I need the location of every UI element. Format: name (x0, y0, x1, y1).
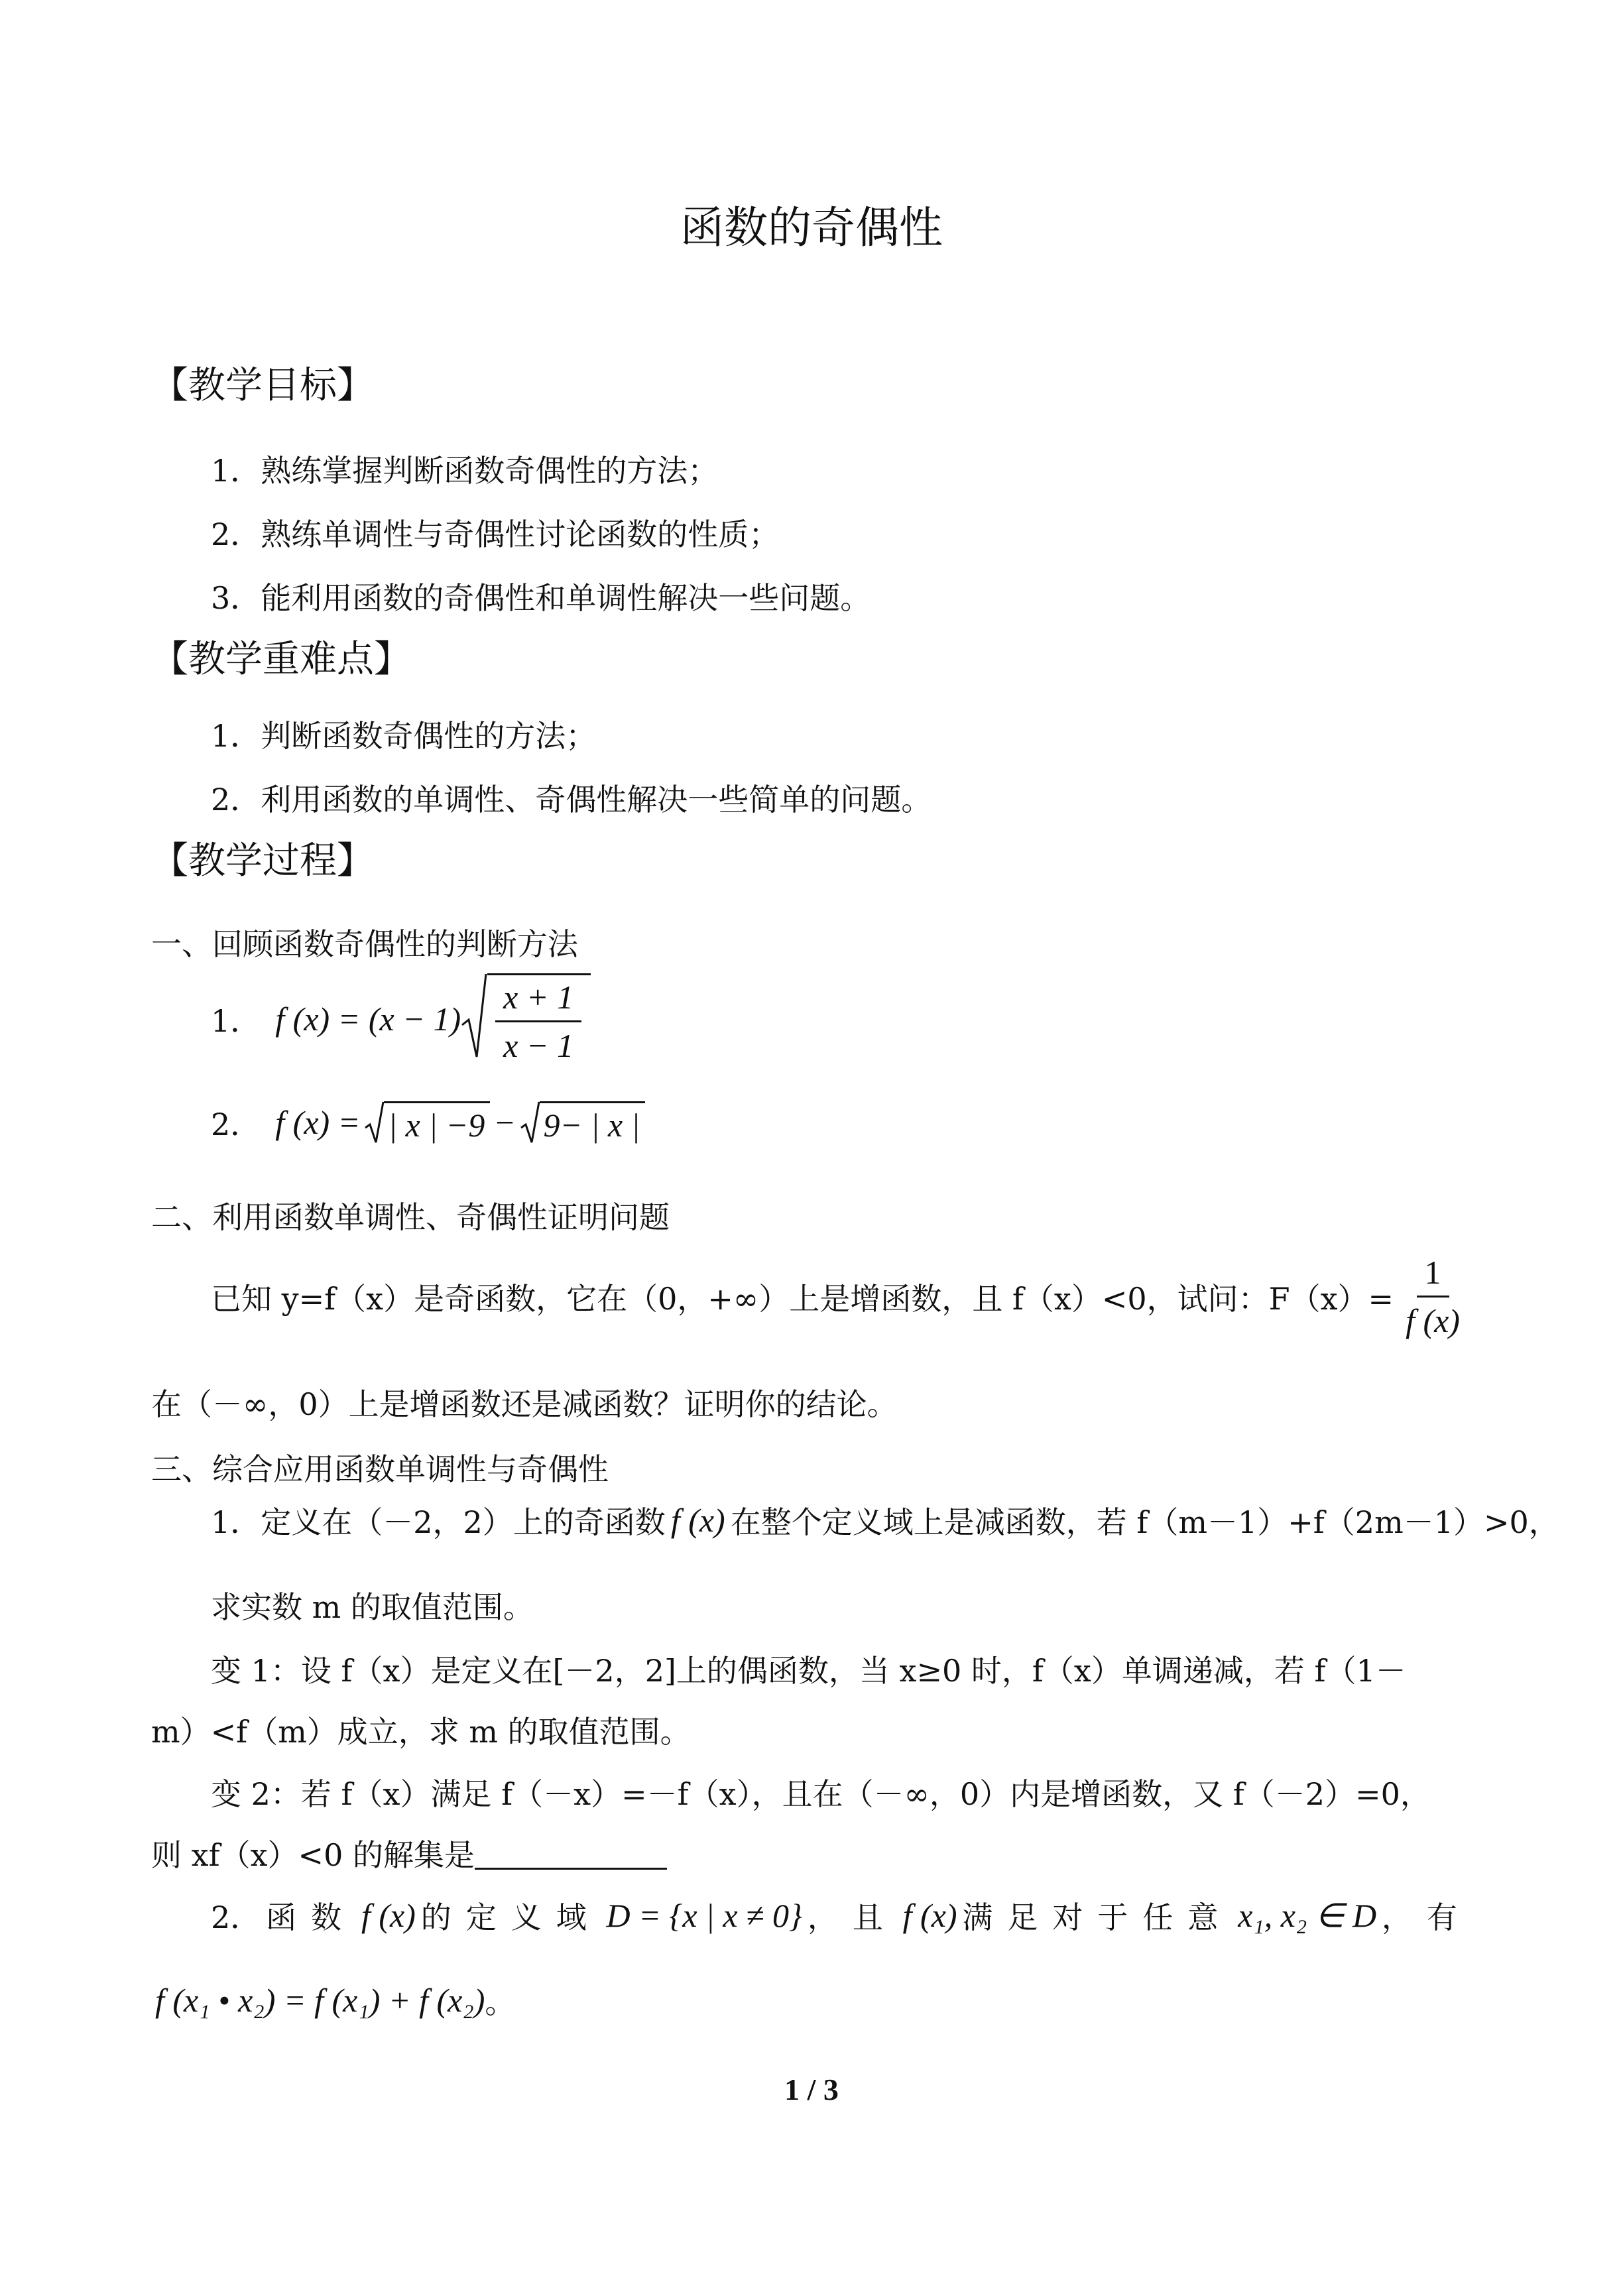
part3-problem-2-line-2 (155, 1978, 515, 2022)
q1-radicand-numerator: x + 1 (495, 978, 581, 1022)
key-point-item-2: 2．利用函数的单调性、奇偶性解决一些简单的问题。 (211, 782, 932, 817)
part3-problem-2-line-1 (211, 1894, 1472, 1937)
q2-sqrt-1 (364, 1101, 490, 1144)
p1-text-post: 在整个定义域上是减函数，若 f（m－1）+f（2m－1）>0， (730, 1504, 1559, 1540)
key-point-item-1: 1．判断函数奇偶性的方法； (211, 718, 597, 754)
part1-heading: 一、回顾函数奇偶性的判断方法 (151, 926, 578, 962)
q1-lhs: f (x) = (x − 1) (275, 1000, 461, 1038)
p2-domain: D = {x | x ≠ 0} (606, 1897, 802, 1934)
radical-sign-icon (520, 1101, 540, 1144)
section-heading-goals: 【教学目标】 (151, 364, 374, 407)
q2-radicand-1: | x | −9 (384, 1101, 490, 1144)
p2-function-2: f (x) (902, 1897, 957, 1934)
part3-problem-1-line-2: 求实数 m 的取值范围。 (211, 1589, 534, 1625)
part2-fraction-numerator: 1 (1417, 1253, 1449, 1298)
q2-number: 2． (211, 1107, 261, 1142)
variant-1-line-1: 变 1：设 f（x）是定义在[－2，2]上的偶函数，当 x≥0 时，f（x）单调递减，若 f（1－ (211, 1653, 1406, 1689)
radical-sign-icon (364, 1101, 384, 1144)
goal-item-2: 2．熟练单调性与奇偶性讨论函数的性质； (211, 516, 780, 552)
section-heading-key-points: 【教学重难点】 (151, 638, 411, 681)
q2-radicand-2: 9− | x | (540, 1101, 646, 1144)
variant-2-line-1: 变 2：若 f（x）满足 f（－x）=－f（x），且在（－∞，0）内是增函数，又 f（－2）=0， (211, 1776, 1431, 1812)
part3-problem-1-line-1 (211, 1498, 1559, 1542)
part2-problem-line-2: 在（－∞，0）上是增函数还是减函数？证明你的结论。 (151, 1386, 898, 1422)
q1-number: 1． (211, 1003, 261, 1039)
section-heading-process: 【教学过程】 (151, 839, 374, 882)
part1-question-2 (211, 1101, 645, 1144)
answer-blank[interactable] (475, 1839, 667, 1870)
p2-function-1: f (x) (361, 1897, 416, 1934)
goal-item-3: 3．能利用函数的奇偶性和单调性解决一些问题。 (211, 580, 871, 616)
p2-text-5: ，有 (1381, 1900, 1472, 1935)
q2-sqrt-2 (520, 1101, 646, 1144)
part2-line1-text: 已知 y=f（x）是奇函数，它在（0，+∞）上是增函数，且 f（x）<0，试问：F（x）= (211, 1280, 1394, 1317)
p2-text-1: 函数 (266, 1900, 357, 1935)
p2-text-4: 满足对于任意 (962, 1900, 1233, 1935)
p2-text-2: 的定义域 (420, 1900, 601, 1935)
part2-problem-line-1 (211, 1253, 1472, 1340)
p2-text-3: ，且 (807, 1900, 898, 1935)
p2-variables: x₁, x₂ ∈ D (1238, 1897, 1377, 1934)
part2-heading: 二、利用函数单调性、奇偶性证明问题 (151, 1199, 670, 1235)
p1-function: f (x) (670, 1502, 725, 1539)
q2-lhs: f (x) = (275, 1104, 361, 1141)
variant-2-text: 则 xf（x）<0 的解集是 (151, 1837, 475, 1873)
p1-text-pre: 1．定义在（－2，2）上的奇函数 (211, 1504, 666, 1540)
variant-1-line-2: m）<f（m）成立，求 m 的取值范围。 (151, 1714, 691, 1750)
part2-fraction-denominator: f (x) (1406, 1302, 1460, 1339)
page-number: 1 / 3 (784, 2073, 839, 2106)
part3-heading: 三、综合应用函数单调性与奇偶性 (151, 1451, 609, 1487)
part1-question-1 (211, 973, 591, 1065)
radical-sign-icon (461, 973, 487, 1059)
page-title: 函数的奇偶性 (680, 202, 943, 253)
q2-minus: − (495, 1104, 514, 1141)
q1-sqrt (461, 973, 591, 1065)
q1-radicand-denominator: x − 1 (503, 1027, 574, 1064)
variant-2-line-2 (151, 1831, 667, 1875)
p2-end: 。 (485, 1984, 516, 2020)
goal-item-1: 1．熟练掌握判断函数奇偶性的方法； (211, 453, 719, 489)
p2-number: 2． (211, 1900, 261, 1935)
p2-equation: f (x₁ • x₂) = f (x₁) + f (x₂) (155, 1982, 485, 2019)
part2-fraction (1398, 1253, 1468, 1340)
